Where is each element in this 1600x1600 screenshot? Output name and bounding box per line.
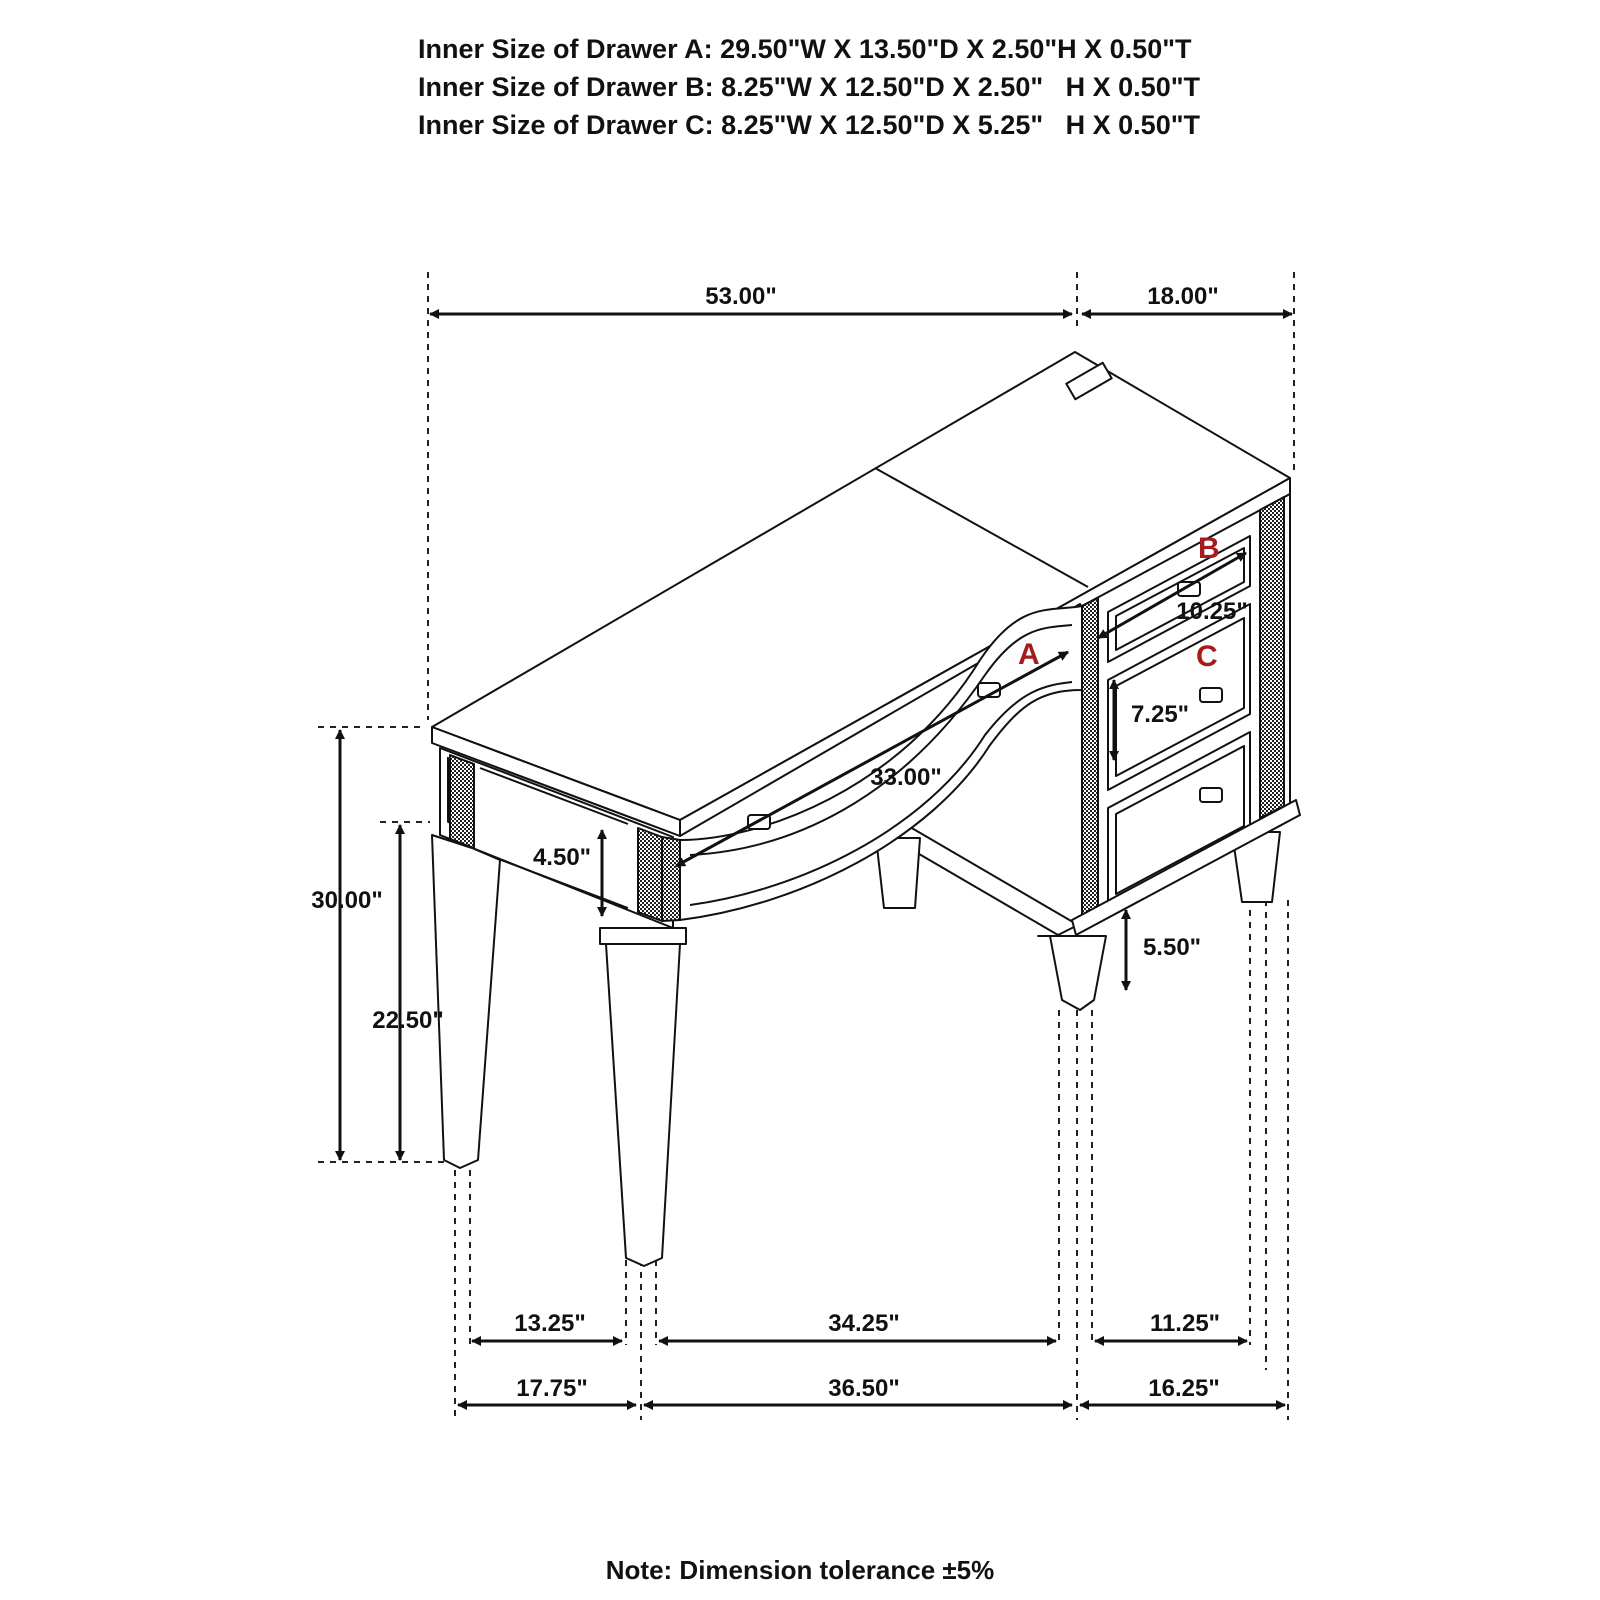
- drawer-a-spec: Inner Size of Drawer A: 29.50"W X 13.50"D X 2.50"H X 0.50"T: [418, 34, 1192, 64]
- vanity-desk: [432, 352, 1300, 1266]
- drawer-c-spec: Inner Size of Drawer C: 8.25"W X 12.50"D X 5.25" H X 0.50"T: [418, 110, 1200, 140]
- drawer-b-spec: Inner Size of Drawer B: 8.25"W X 12.50"D X 2.50" H X 0.50"T: [418, 72, 1200, 102]
- knee-height-label: 22.50": [372, 1007, 444, 1034]
- right-outer-label: 16.25": [1148, 1375, 1220, 1402]
- center-front-leg: [606, 944, 680, 1266]
- drawer-c-letter: C: [1196, 640, 1218, 673]
- pedestal-front-leg: [1038, 936, 1106, 1010]
- left-inner-label: 13.25": [514, 1310, 586, 1337]
- drawer-b-width-label: 10.25": [1176, 598, 1248, 625]
- left-outer-label: 17.75": [516, 1375, 588, 1402]
- drawer-c-height-label: 7.25": [1130, 701, 1190, 728]
- center-inner-label: 34.25": [828, 1310, 900, 1337]
- left-front-leg: [432, 835, 500, 1168]
- right-inner-label: 11.25": [1149, 1310, 1221, 1337]
- front-leg-cap: [600, 928, 686, 944]
- height-label: 30.00": [311, 887, 383, 914]
- depth-label: 18.00": [1147, 283, 1219, 310]
- clearance-label: 5.50": [1142, 934, 1202, 961]
- drawer-a-letter: A: [1018, 638, 1040, 671]
- center-outer-label: 36.50": [828, 1375, 900, 1402]
- apron-height-label: 4.50": [532, 844, 592, 871]
- width-label: 53.00": [705, 283, 777, 310]
- tolerance-note: Note: Dimension tolerance ±5%: [605, 1555, 995, 1585]
- drawer-a-width-label: 33.00": [870, 764, 942, 791]
- drawer-b-letter: B: [1198, 532, 1220, 565]
